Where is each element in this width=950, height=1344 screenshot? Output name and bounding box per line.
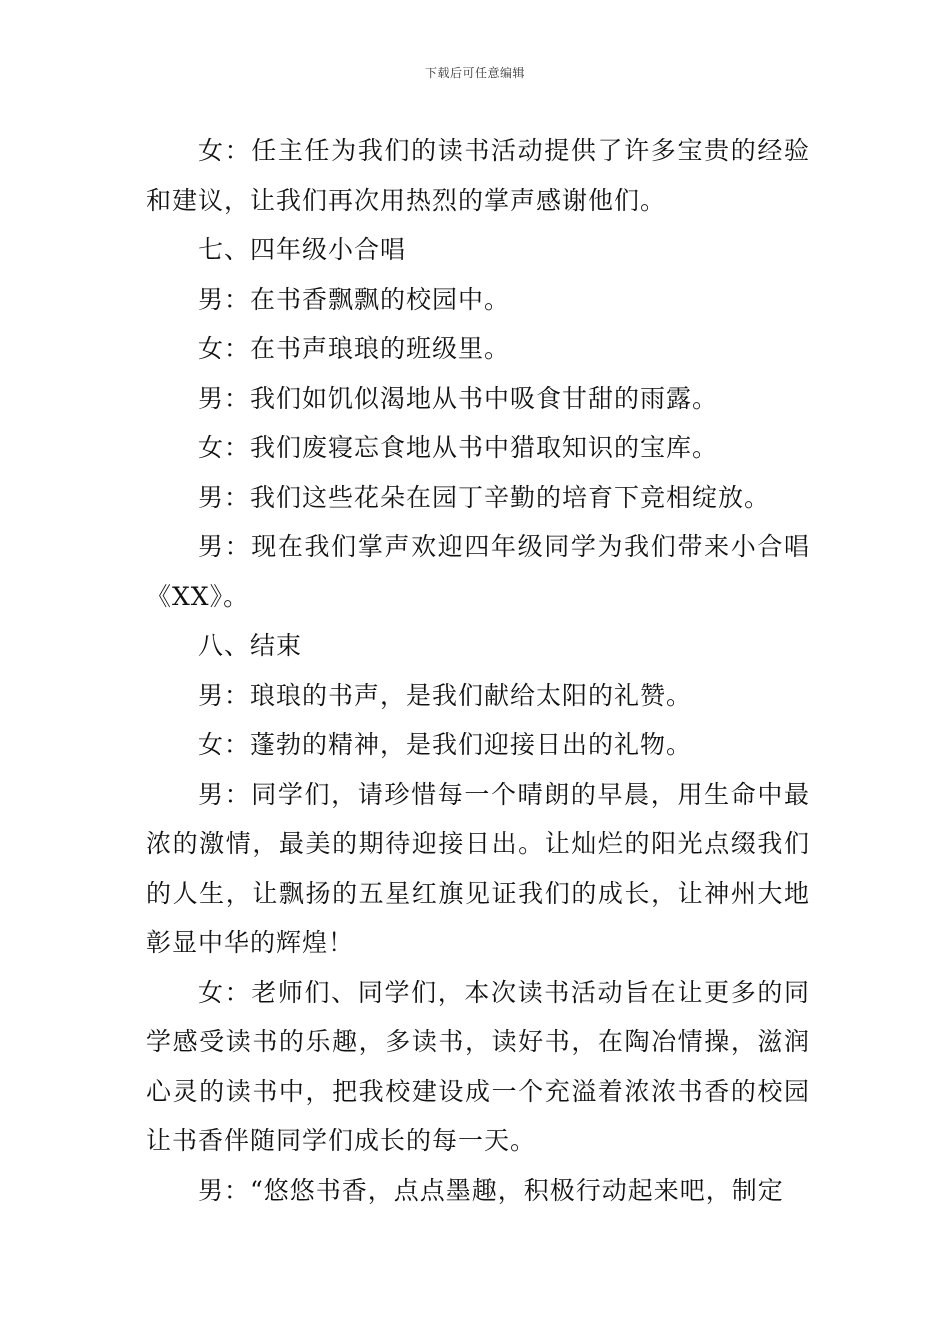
paragraph-8: 男：现在我们掌声欢迎四年级同学为我们带来小合唱《XX》。 xyxy=(146,532,810,611)
paragraph-12: 男：同学们，请珍惜每一个晴朗的早晨，用生命中最浓的激情，最美的期待迎接日出。让灿烂的阳光点缀我们的人生，让飘扬的五星红旗见证我们的成长，让神州大地彰显中华的辉煌！ xyxy=(146,779,810,957)
header-note: 下载后可任意编辑 xyxy=(424,66,525,80)
paragraph-13: 女：老师们、同学们，本次读书活动旨在让更多的同学感受读书的乐趣，多读书，读好书，在陶冶情操，滋润心灵的读书中，把我校建设成一个充溢着浓浓书香的校园让书香伴随同学们成长的每一天。 xyxy=(146,977,810,1155)
paragraph-1: 女：任主任为我们的读书活动提供了许多宝贵的经验和建议，让我们再次用热烈的掌声感谢他们。 xyxy=(146,136,810,215)
paragraph-3: 男：在书香飘飘的校园中。 xyxy=(198,284,511,314)
paragraph-14: 男：“悠悠书香，点点墨趣，积极行动起来吧，制定 xyxy=(198,1175,784,1205)
section-heading-chorus: 七、四年级小合唱 xyxy=(198,235,407,264)
paragraph-4: 女：在书声琅琅的班级里。 xyxy=(198,334,511,363)
paragraph-6: 女：我们废寝忘食地从书中猎取知识的宝库。 xyxy=(198,433,719,462)
document-body xyxy=(146,126,810,1215)
paragraph-7: 男：我们这些花朵在园丁辛勤的培育下竞相绽放。 xyxy=(198,482,771,512)
paragraph-5: 男：我们如饥似渴地从书中吸食甘甜的雨露。 xyxy=(198,383,719,413)
section-heading-ending: 八、结束 xyxy=(198,631,303,660)
paragraph-11: 女：蓬勃的精神，是我们迎接日出的礼物。 xyxy=(198,730,693,759)
paragraph-10: 男：琅琅的书声，是我们献给太阳的礼赞。 xyxy=(198,680,693,710)
